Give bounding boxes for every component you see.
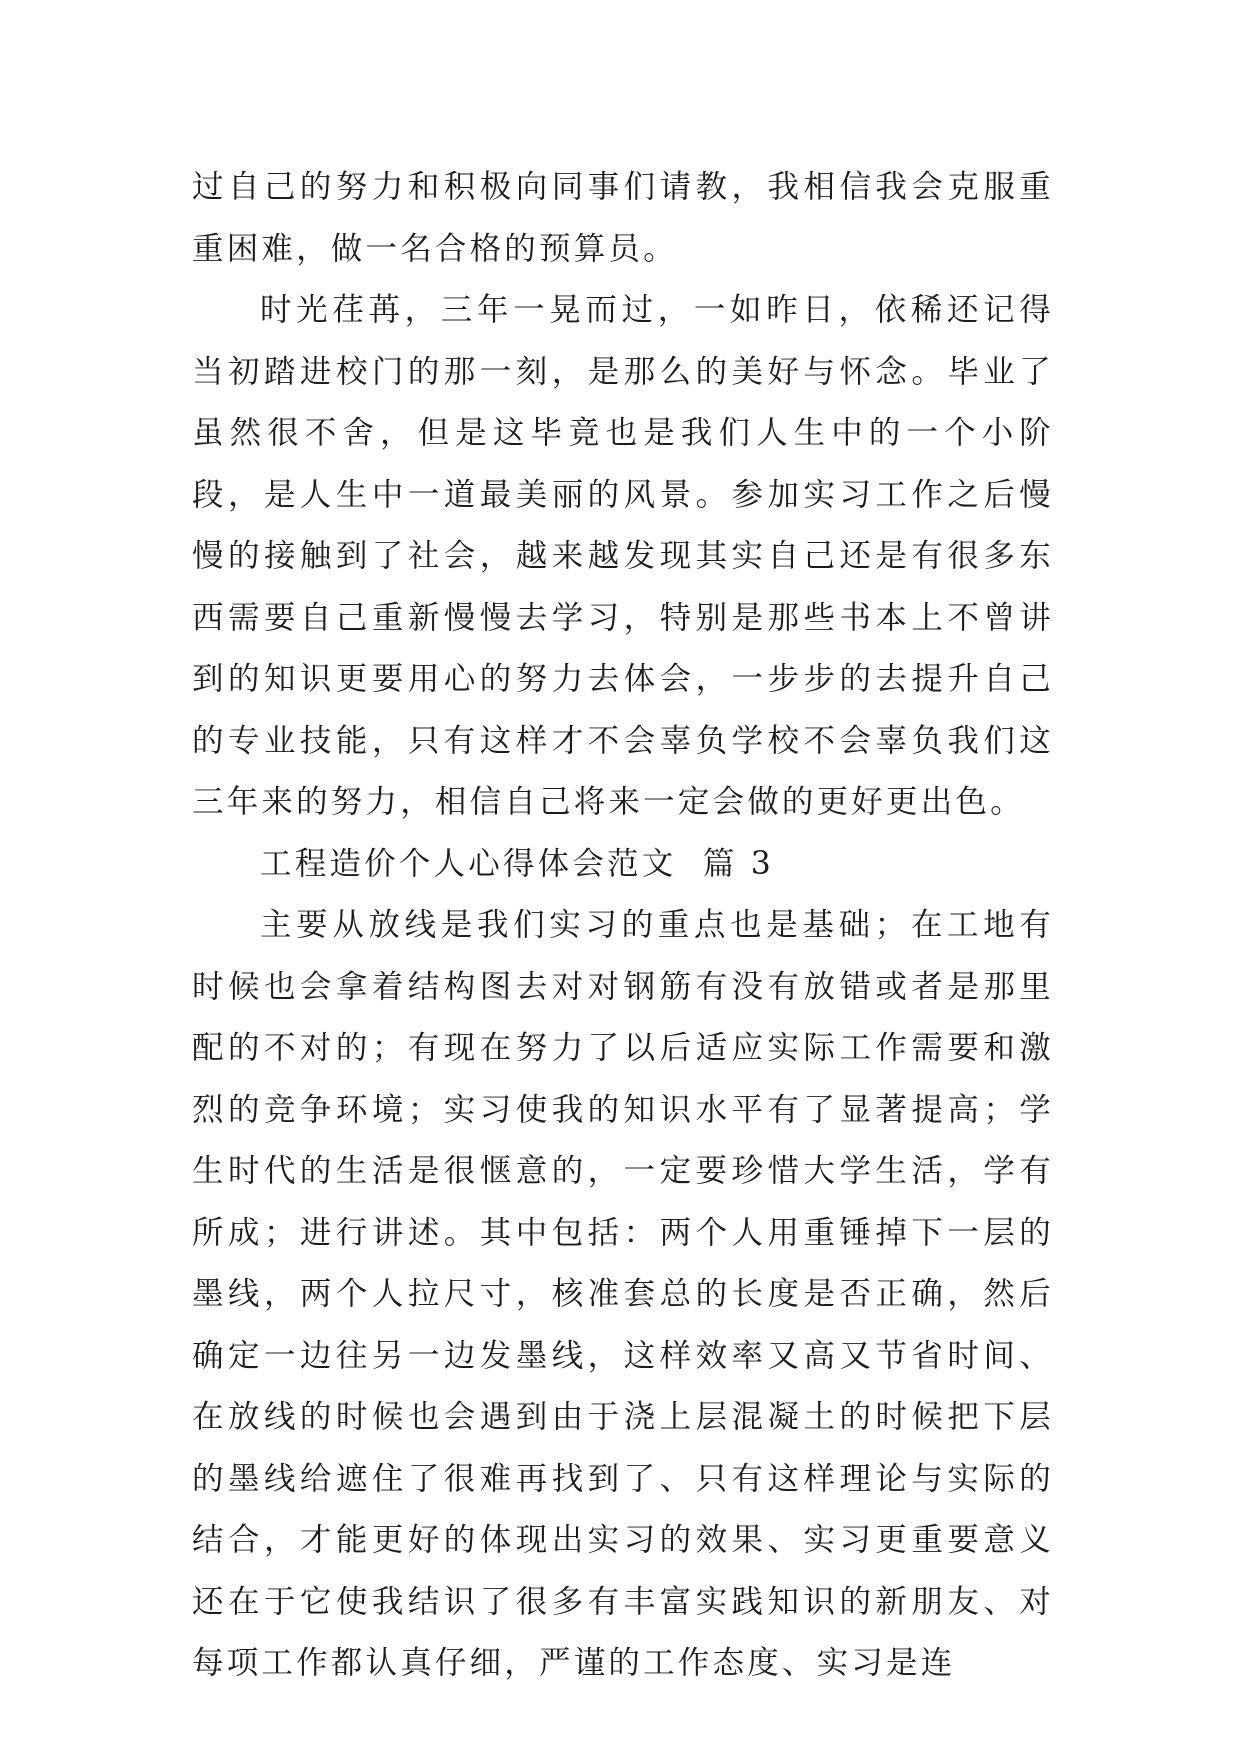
paragraph-continuation: 过自己的努力和积极向同事们请教，我相信我会克服重重困难，做一名合格的预算员。 [192, 169, 1054, 267]
paragraph-internship-experience: 主要从放线是我们实习的重点也是基础；在工地有时候也会拿着结构图去对对钢筋有没有放错或者是那里配的不对的；有现在努力了以后适应实际工作需要和激烈的竞争环境；实习使我的知识水平有了显著提高；学生时代的生活是很惬意的，一定要珍惜大学生活，学有所成；进行讲述。其中包括：两个人用重锤掉下一层的墨线，两个人拉尺寸，核准套总的长度是否正确，然后确定一边往另一边发墨线，这样效率又高又节省时间、在放线的时候也会遇到由于浇上层混凝土的时候把下层的墨线给遮住了很难再找到了、只有这样理论与实际的结合，才能更好的体现出实习的效果、实习更重要意义还在于它使我结识了很多有丰富实践知识的新朋友、对每项工作都认真仔细，严谨的工作态度、实习是连 [192, 907, 1054, 1681]
document-body [192, 157, 1054, 1695]
paragraph-graduation-reflection: 时光荏苒，三年一晃而过，一如昨日，依稀还记得当初踏进校门的那一刻，是那么的美好与怀念。毕业了虽然很不舍，但是这毕竟也是我们人生中的一个小阶段，是人生中一道最美丽的风景。参加实习工作之后慢慢的接触到了社会，越来越发现其实自己还是有很多东西需要自己重新慢慢去学习，特别是那些书本上不曾讲到的知识更要用心的努力去体会，一步步的去提升自己的专业技能，只有这样才不会辜负学校不会辜负我们这三年来的努力，相信自己将来一定会做的更好更出色。 [192, 292, 1054, 820]
section-heading: 工程造价个人心得体会范文 篇 3 [260, 845, 774, 882]
